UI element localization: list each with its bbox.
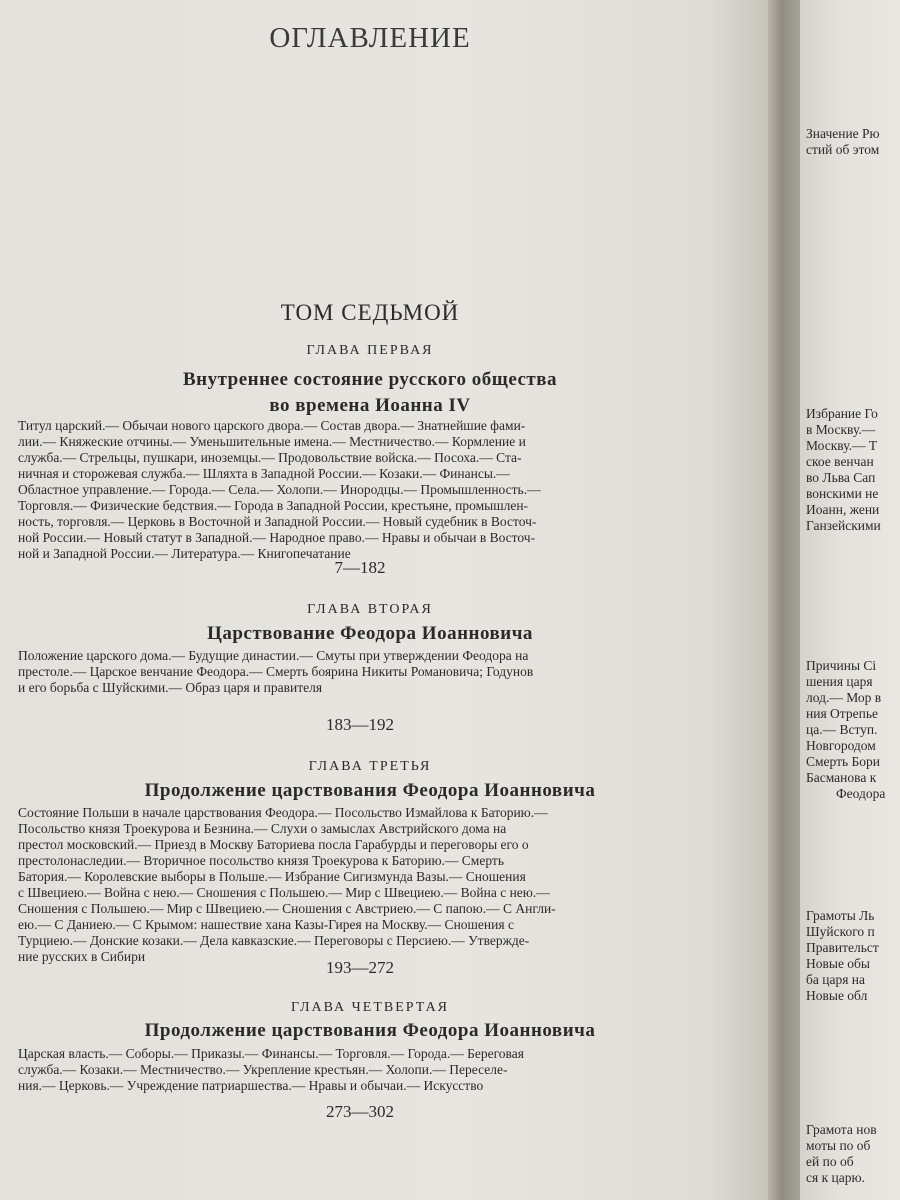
fragment-line: Иоанн, жени [806, 502, 880, 517]
fragment-line: Феодора [836, 786, 886, 801]
chapter-4-title-line: Продолжение царствования Феодора Иоанновича [144, 1020, 596, 1041]
toc-title: ОГЛАВЛЕНИЕ [269, 22, 471, 54]
fragment-line: моты по об [806, 1138, 871, 1153]
chapter-2-pages: 183—192 [326, 715, 394, 734]
fragment-line: лод.— Мор в [806, 690, 882, 705]
fragment-line: стий об этом [806, 142, 880, 157]
fragment-line: Значение Рю [806, 126, 880, 141]
fragment-line: Причины Сi [806, 658, 877, 673]
chapter-4-pages: 273—302 [326, 1102, 394, 1121]
summary-line: Положение царского дома.— Будущие династии.— Смуты при утверждении Феодора на [18, 648, 529, 663]
fragment-line: ния Отрепье [806, 706, 878, 721]
summary-line: престол московский.— Приезд в Москву Баториева посла Гарабурды и переговоры его о [18, 837, 529, 852]
right-fragment-4 [806, 908, 900, 1004]
summary-line: ею.— С Даниею.— С Крымом: нашествие хана Казы-Гирея на Москву.— Сношения с [18, 917, 514, 932]
summary-line: престолонаследии.— Вторичное посольство князя Троекурова к Баторию.— Смерть [18, 853, 504, 868]
fragment-line: Правительст [806, 940, 879, 955]
fragment-line: ца.— Вступ. [806, 722, 878, 737]
summary-line: с Швециею.— Война с нею.— Сношения с Польшею.— Мир с Швециею.— Война с нею.— [18, 885, 550, 900]
summary-line: ничная и сторожевая служба.— Шляхта в Западной России.— Козаки.— Финансы.— [18, 466, 510, 481]
summary-line: престоле.— Царское венчание Феодора.— Смерть боярина Никиты Романовича; Годунов [18, 664, 534, 679]
summary-line: ния.— Церковь.— Учреждение патриаршества.— Нравы и обычаи.— Искусство [18, 1078, 484, 1093]
fragment-line: шения царя [806, 674, 873, 689]
summary-line: Посольство князя Троекурова и Безнина.— Слухи о замыслах Австрийского дома на [18, 821, 507, 836]
chapter-4-label: ГЛАВА ЧЕТВЕРТАЯ [290, 1000, 450, 1015]
fragment-line: во Льва Сап [806, 470, 876, 485]
fragment-line: ся к царю. [806, 1170, 865, 1185]
chapter-2-title [0, 621, 740, 647]
chapter-4-summary [18, 1046, 708, 1094]
fragment-line: Новые обы [806, 956, 870, 971]
chapter-1-label: ГЛАВА ПЕРВАЯ [306, 343, 434, 358]
fragment-line: Новые обл [806, 988, 868, 1003]
summary-line: ность, торговля.— Церковь в Восточной и Западной России.— Новый судебник в Восточ- [18, 514, 537, 529]
fragment-line: Ганзейскими [806, 518, 881, 533]
summary-line: и его борьба с Шуйскими.— Образ царя и правителя [18, 680, 323, 695]
right-fragment-5 [806, 1122, 900, 1186]
summary-line: Турциею.— Донские козаки.— Дела кавказские.— Переговоры с Персиею.— Утвержде- [18, 933, 530, 948]
summary-line: служба.— Козаки.— Местничество.— Укрепление крестьян.— Холопи.— Переселе- [18, 1062, 508, 1077]
fragment-line: Грамота нов [806, 1122, 877, 1137]
fragment-line: Басманова к [806, 770, 877, 785]
summary-line: Торговля.— Физические бедствия.— Города в Западной России, крестьяне, промышлен- [18, 498, 529, 513]
summary-line: ной России.— Новый статут в Западной.— Народное право.— Нравы и обычаи в Восточ- [18, 530, 536, 545]
right-fragment-3 [806, 658, 900, 802]
chapter-3-title-line: Продолжение царствования Феодора Иоанновича [144, 780, 596, 801]
chapter-1-summary [18, 418, 708, 562]
fragment-line: ей по об [806, 1154, 854, 1169]
summary-line: Областное управление.— Города.— Села.— Холопи.— Инородцы.— Промышленность.— [18, 482, 541, 497]
chapter-2-label: ГЛАВА ВТОРАЯ [307, 602, 433, 617]
fragment-line: Шуйского п [806, 924, 875, 939]
chapter-2-summary [18, 648, 708, 696]
fragment-line: Москву.— Т [806, 438, 878, 453]
summary-line: Царская власть.— Соборы.— Приказы.— Финансы.— Торговля.— Города.— Береговая [18, 1046, 524, 1061]
chapter-3-label: ГЛАВА ТРЕТЬЯ [308, 759, 432, 774]
chapter-3-pages: 193—272 [326, 958, 394, 977]
summary-line: Титул царский.— Обычаи нового царского двора.— Состав двора.— Знатнейшие фами- [18, 418, 526, 433]
chapter-3-title [0, 778, 740, 804]
summary-line: ние русских в Сибири [18, 949, 146, 964]
chapter-2-title-line: Царствование Феодора Иоанновича [207, 623, 533, 644]
fragment-line: Избрание Го [806, 406, 878, 421]
right-fragment-2 [806, 406, 900, 534]
fragment-line: вонскими не [806, 486, 879, 501]
volume-title: ТОМ СЕДЬМОЙ [280, 300, 460, 325]
book-spine-shadow [768, 0, 802, 1200]
fragment-line: Новгородом [806, 738, 876, 753]
fragment-line: в Москву.— [806, 422, 876, 437]
summary-line: служба.— Стрельцы, пушкари, иноземцы.— Продовольствие войска.— Посоха.— Ста- [18, 450, 522, 465]
chapter-1-title-line: Внутреннее состояние русского общества [182, 369, 558, 390]
fragment-line: Грамоты Ль [806, 908, 875, 923]
chapter-3-summary [18, 805, 708, 965]
fragment-line: ское венчан [806, 454, 874, 469]
summary-line: Сношения с Польшею.— Мир с Швециею.— Сношения с Австриею.— С папою.— С Англи- [18, 901, 556, 916]
summary-line: лии.— Княжеские отчины.— Уменьшительные имена.— Местничество.— Кормление и [18, 434, 526, 449]
right-page [800, 0, 900, 1200]
right-fragment-1 [806, 126, 900, 158]
chapter-1-title-line: во времена Иоанна IV [269, 395, 471, 416]
summary-line: ной и Западной России.— Литература.— Книгопечатание [18, 546, 351, 561]
fragment-line: Смерть Бори [806, 754, 881, 769]
summary-line: Батория.— Королевские выборы в Польше.— Избрание Сигизмунда Вазы.— Сношения [18, 869, 526, 884]
summary-line: Состояние Польши в начале царствования Феодора.— Посольство Измайлова к Баторию.— [18, 805, 548, 820]
chapter-1-title [0, 367, 740, 419]
chapter-4-title [0, 1018, 740, 1044]
chapter-1-pages: 7—182 [334, 558, 386, 577]
fragment-line: ба царя на [806, 972, 866, 987]
